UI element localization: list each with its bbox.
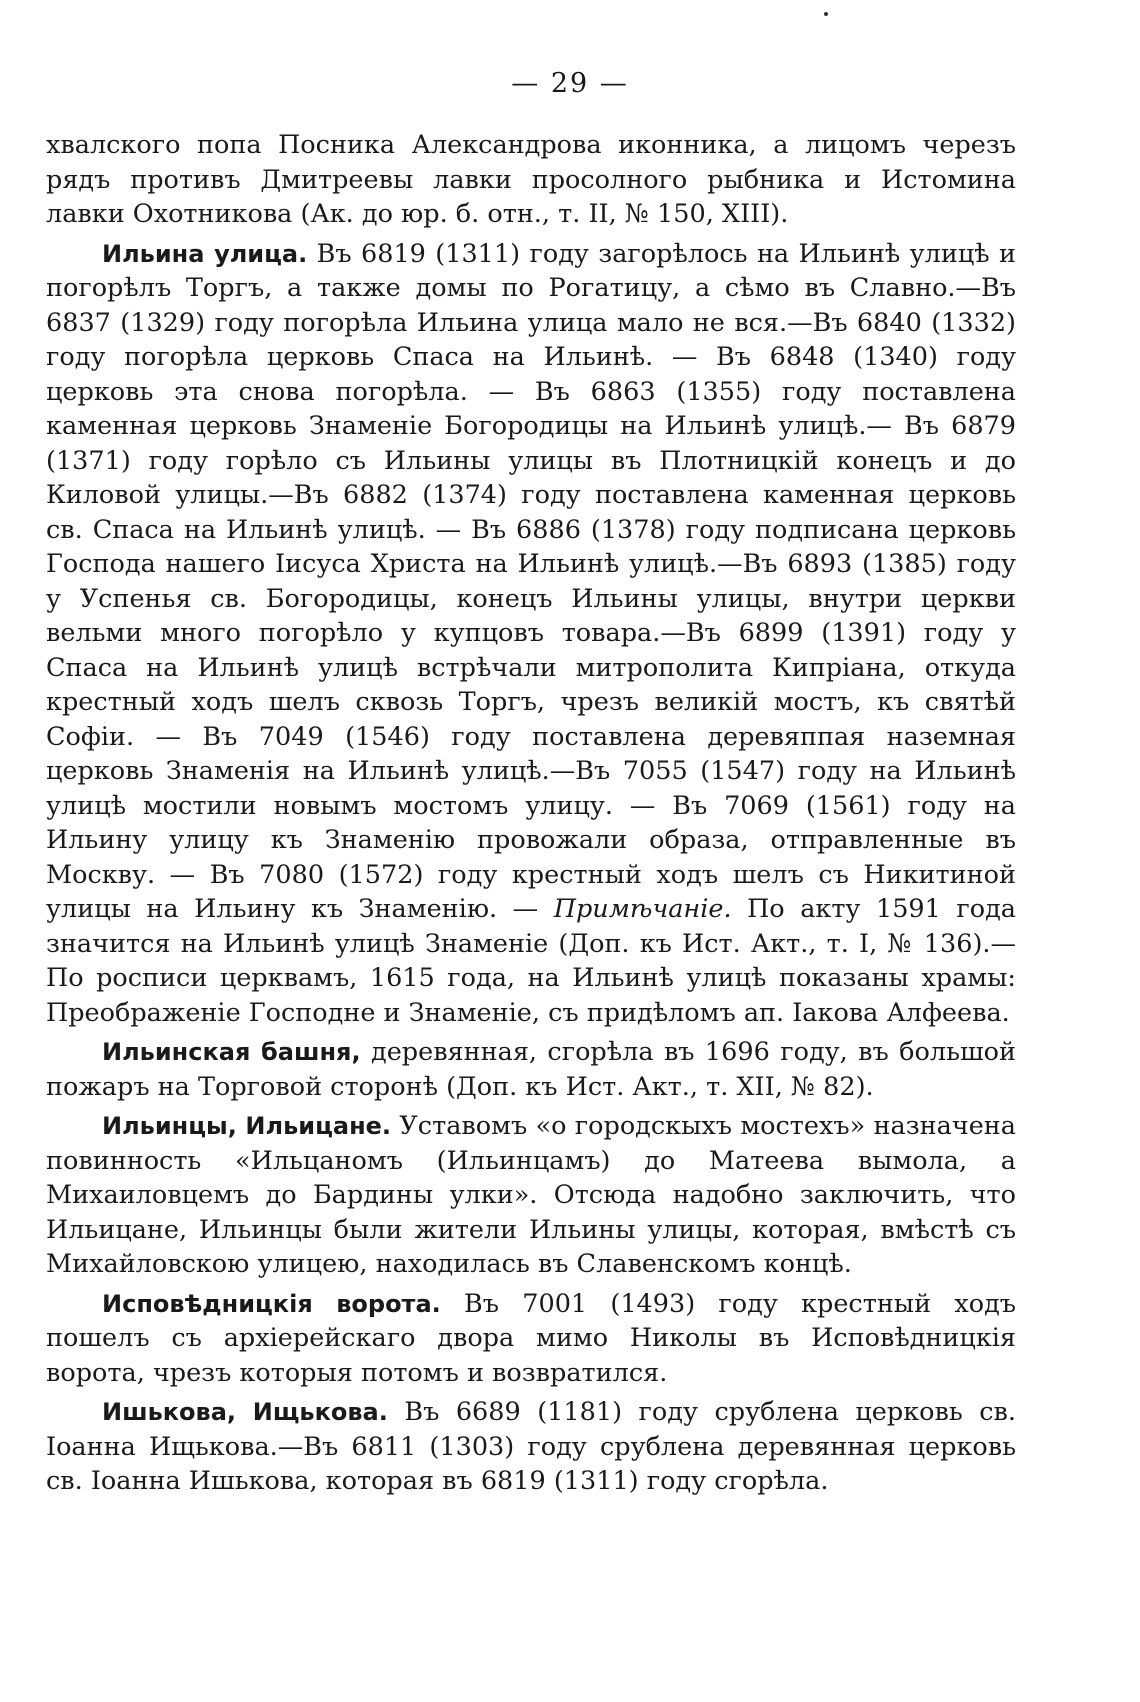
entry-text: деревянная, сгорѣла въ 1696 году, въ большой пожаръ на Торговой сторонѣ (Доп. къ Ист. Акт., т. XII, № 82). xyxy=(46,1037,1017,1102)
entry-text: Уставомъ «о городскыхъ мостехъ» назначена повинность «Ильцаномъ (Ильинцамъ) до Матеева вымола, а Михаиловцемъ до Бардины улки». Отсюда надобно заключить, что Ильицане, Ильинцы были жители Ильины улицы, которая, вмѣстѣ съ Михайловскою улицею, находилась въ Славенскомъ концѣ. xyxy=(46,1111,1016,1279)
entry-ilintsy xyxy=(46,1109,1016,1282)
body-text xyxy=(46,128,1016,1504)
entry-ilinskaya-bashnya xyxy=(46,1035,1016,1104)
entry-headword: Ильинская башня, xyxy=(102,1038,361,1066)
entry-ishkova xyxy=(46,1395,1016,1499)
entry-ispovednitskiya-vorota xyxy=(46,1287,1016,1391)
entry-headword: Ишькова, Ищькова. xyxy=(102,1398,388,1426)
entry-ilina-ulitsa xyxy=(46,237,1016,1031)
entry-text: Въ 6689 (1181) году срублена церковь св. Іоанна Ищькова.—Въ 6811 (1303) году срублена деревянная церковь св. Іоанна Ишькова, которая въ 6819 (1311) году сгорѣла. xyxy=(46,1397,1017,1496)
entry-text: Въ 6819 (1311) году загорѣлось на Ильинѣ улицѣ и погорѣлъ Торгъ, а также домы по Рогатицу, а сѣмо въ Славно.—Въ 6837 (1329) году погорѣла Ильина улица мало не вся.—Въ 6840 (1332) году погорѣла церковь Спаса на Ильинѣ. — Въ 6848 (1340) году церковь эта снова погорѣла. — Въ 6863 (1355) году поставлена каменная церковь Знаменіе Богородицы на Ильинѣ улицѣ.— Въ 6879 (1371) году горѣло съ Ильины улицы въ Плотницкій конецъ и до Киловой улицы.—Въ 6882 (1374) году поставлена каменная церковь св. Спаса на Ильинѣ улицѣ. — Въ 6886 (1378) году подписана церковь Господа нашего Іисуса Христа на Ильинѣ улицѣ.—Въ 6893 (1385) году у Успенья св. Богородицы, конецъ Ильины улицы, внутри церкви вельми много погорѣло у купцовъ товара.—Въ 6899 (1391) году у Спаса на Ильинѣ улицѣ встрѣчали митрополита Кипріана, откуда крестный ходъ шелъ сквозь Торгъ, чрезъ великій мостъ, къ святѣй Софіи. — Въ 7049 (1546) году поставлена деревяппая наземная церковь Знаменія на Ильинѣ улицѣ.—Въ 7055 (1547) году на Ильинѣ улицѣ мостили новымъ мостомъ улицу. — Въ 7069 (1561) году на Ильину улицу къ Знаменію провожали образа, отправленные въ Москву. — Въ 7080 (1572) году крестный ходъ шелъ съ Никитиной улицы на Ильину къ Знаменію. — xyxy=(46,238,1016,924)
entry-headword: Ильина улица. xyxy=(102,239,308,268)
note-label: Примѣчаніе. xyxy=(553,894,732,924)
paragraph-continuation: хвалского попа Посника Александрова иконника, а лицомъ черезъ рядъ противъ Дмитреевы лавки просолного рыбника и Истомина лавки Охотникова (Ак. до юр. б. отн., т. II, № 150, XIII). xyxy=(46,130,1016,229)
entry-headword: Исповѣдницкія ворота. xyxy=(102,1289,441,1318)
entry-text: По акту 1591 года значится на Ильинѣ улицѣ Знаменіе (Доп. къ Ист. Акт., т. I, № 136).—По росписи церквамъ, 1615 года, на Ильинѣ улицѣ показаны храмы: Преображеніе Господне и Знаменіе, съ придѣломъ ап. Іакова Алфеева. xyxy=(46,894,1017,1028)
page-number: — 29 — xyxy=(511,68,629,99)
entry-headword: Ильинцы, Ильицане. xyxy=(102,1112,392,1140)
speck-mark xyxy=(824,12,828,16)
entry-text: Въ 7001 (1493) году крестный ходъ пошелъ съ архіерейскаго двора мимо Николы въ Исповѣдницкія ворота, чрезъ которыя потомъ и возвратился. xyxy=(46,1288,1017,1388)
